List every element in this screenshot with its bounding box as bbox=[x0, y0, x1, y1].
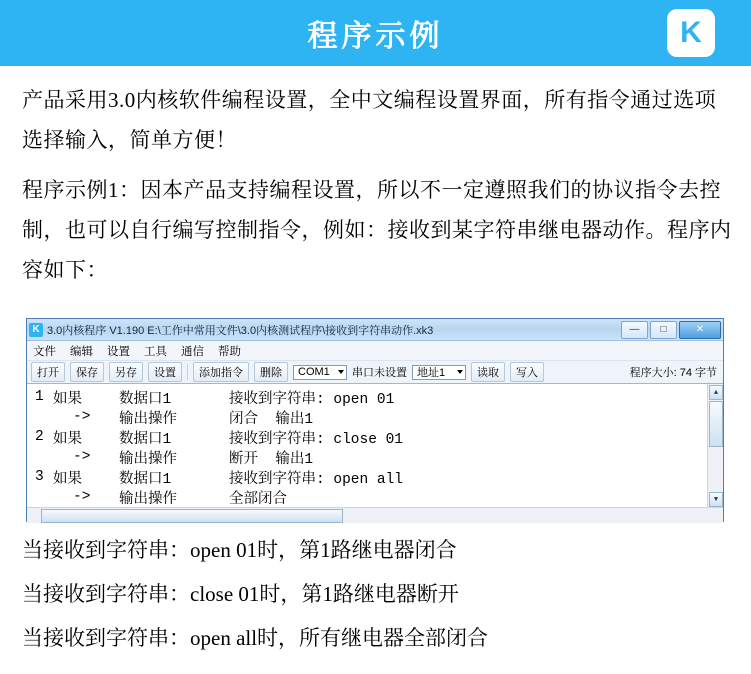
address-value: 地址1 bbox=[417, 367, 446, 379]
program-size-label: 程序大小: 74 字节 bbox=[629, 367, 717, 379]
scroll-up-icon[interactable]: ▲ bbox=[709, 385, 723, 400]
program-row[interactable] bbox=[27, 387, 723, 407]
row-detail: 全部闭合 bbox=[229, 491, 287, 508]
program-row[interactable] bbox=[27, 447, 723, 467]
toolbar bbox=[27, 361, 723, 384]
row-detail: 闭合 输出1 bbox=[229, 411, 314, 428]
menu-item-file[interactable]: 文件 bbox=[33, 345, 56, 358]
row-detail: 断开 输出1 bbox=[229, 451, 314, 468]
app-icon: K bbox=[29, 323, 43, 337]
scroll-down-icon[interactable]: ▼ bbox=[709, 492, 723, 507]
program-row[interactable] bbox=[27, 427, 723, 447]
maximize-button[interactable]: □ bbox=[650, 321, 677, 339]
program-row[interactable] bbox=[27, 467, 723, 487]
address-select[interactable] bbox=[412, 365, 466, 380]
menu-item-tools[interactable]: 工具 bbox=[144, 345, 167, 358]
port-status-label: 串口未设置 bbox=[352, 367, 407, 379]
toolbar-separator-1 bbox=[187, 364, 188, 380]
row-arrow-icon: -> bbox=[73, 449, 91, 465]
menu-item-settings[interactable]: 设置 bbox=[107, 345, 130, 358]
delete-button[interactable]: 删除 bbox=[254, 362, 288, 382]
chevron-down-icon bbox=[457, 370, 463, 374]
row-expression: 接收到字符串: open 01 bbox=[229, 391, 395, 408]
window-titlebar bbox=[27, 319, 723, 341]
com-port-select[interactable] bbox=[293, 365, 347, 380]
chevron-down-icon bbox=[338, 370, 344, 374]
program-editor[interactable] bbox=[27, 384, 723, 523]
read-button[interactable]: 读取 bbox=[471, 362, 505, 382]
row-expression: 接收到字符串: open all bbox=[229, 471, 404, 488]
window-caption: 3.0内核程序 V1.190 E:\工作中常用文件\3.0内核测试程序\接收到字符串动作.xk3 bbox=[47, 324, 434, 337]
add-instruction-button[interactable]: 添加指令 bbox=[193, 362, 249, 382]
vertical-scrollbar[interactable] bbox=[707, 384, 723, 523]
settings-button[interactable]: 设置 bbox=[148, 362, 182, 382]
save-button[interactable]: 保存 bbox=[70, 362, 104, 382]
row-number: 3 bbox=[35, 469, 44, 485]
row-number: 1 bbox=[35, 389, 44, 405]
row-action: 输出操作 bbox=[119, 491, 177, 508]
app-window bbox=[26, 318, 724, 522]
horizontal-scroll-thumb[interactable] bbox=[41, 509, 343, 523]
close-button[interactable]: ✕ bbox=[679, 321, 721, 339]
program-row[interactable] bbox=[27, 407, 723, 427]
row-action: 输出操作 bbox=[119, 411, 177, 428]
menu-item-help[interactable]: 帮助 bbox=[218, 345, 241, 358]
row-arrow-icon: -> bbox=[73, 489, 91, 505]
write-button[interactable]: 写入 bbox=[510, 362, 544, 382]
brand-logo bbox=[667, 9, 715, 57]
row-action: 输出操作 bbox=[119, 451, 177, 468]
row-condition: 如果 bbox=[53, 471, 82, 488]
save-as-button[interactable]: 另存 bbox=[109, 362, 143, 382]
logo-letter-icon: K bbox=[680, 16, 702, 49]
menu-item-edit[interactable]: 编辑 bbox=[70, 345, 93, 358]
explanation-line-2: 当接收到字符串：close 01时，第1路继电器断开 bbox=[22, 582, 459, 606]
row-condition: 如果 bbox=[53, 391, 82, 408]
program-row[interactable] bbox=[27, 487, 723, 507]
menu-bar bbox=[27, 341, 723, 361]
row-condition: 如果 bbox=[53, 431, 82, 448]
explanation-line-3: 当接收到字符串：open all时，所有继电器全部闭合 bbox=[22, 626, 489, 650]
page-title: 程序示例 bbox=[307, 20, 444, 53]
vertical-scroll-thumb[interactable] bbox=[709, 401, 723, 447]
page-header bbox=[0, 0, 751, 66]
menu-item-comm[interactable]: 通信 bbox=[181, 345, 204, 358]
com-port-value: COM1 bbox=[298, 366, 330, 378]
window-buttons bbox=[621, 321, 721, 339]
row-port: 数据口1 bbox=[119, 431, 172, 448]
minimize-button[interactable]: — bbox=[621, 321, 648, 339]
row-port: 数据口1 bbox=[119, 391, 172, 408]
intro-paragraph-2: 程序示例1：因本产品支持编程设置，所以不一定遵照我们的协议指令去控制，也可以自行编写控制指令，例如：接收到某字符串继电器动作。程序内容如下： bbox=[22, 178, 732, 282]
row-number: 2 bbox=[35, 429, 44, 445]
intro-paragraph-1: 产品采用3.0内核软件编程设置，全中文编程设置界面，所有指令通过选项选择输入，简单方便！ bbox=[22, 88, 717, 152]
open-button[interactable]: 打开 bbox=[31, 362, 65, 382]
explanation-line-1: 当接收到字符串：open 01时，第1路继电器闭合 bbox=[22, 538, 457, 562]
row-expression: 接收到字符串: close 01 bbox=[229, 431, 404, 448]
horizontal-scrollbar[interactable] bbox=[27, 507, 723, 523]
row-port: 数据口1 bbox=[119, 471, 172, 488]
row-arrow-icon: -> bbox=[73, 409, 91, 425]
